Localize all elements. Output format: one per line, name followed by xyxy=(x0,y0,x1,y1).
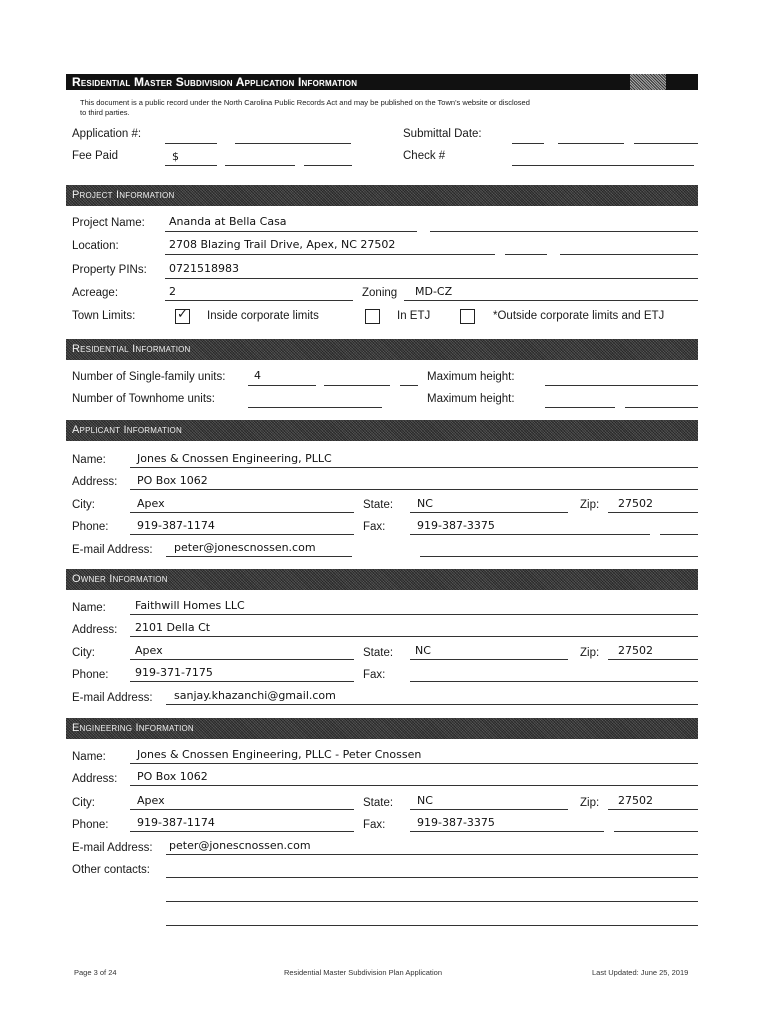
disclaimer: This document is a public record under the North Carolina Public Records Act and may be published on the Town's website or disclosed xyxy=(80,98,530,107)
etj-label: In ETJ xyxy=(397,310,431,322)
engineer-header: Engineering Information xyxy=(66,718,698,739)
footer-updated: Last Updated: June 25, 2019 xyxy=(592,968,689,977)
project-header: Project Information xyxy=(66,185,698,206)
location-label: Location: xyxy=(72,240,119,252)
owner-name-field[interactable] xyxy=(130,614,698,615)
engineer-email-label: E-mail Address: xyxy=(72,842,153,854)
engineer-city-field[interactable] xyxy=(130,809,354,810)
project-name-label: Project Name: xyxy=(72,217,145,229)
owner-fax-label: Fax: xyxy=(363,669,386,681)
engineer-state-label: State: xyxy=(363,797,394,809)
other-contacts-field-2[interactable] xyxy=(166,901,698,902)
engineer-name-label: Name: xyxy=(72,751,106,763)
title-bar xyxy=(66,74,698,90)
fee-value: $ xyxy=(172,150,179,163)
application-field[interactable] xyxy=(165,143,217,144)
applicant-name-label: Name: xyxy=(72,454,106,466)
town-limits-label: Town Limits: xyxy=(72,310,136,322)
engineer-name-value: Jones & Cnossen Engineering, PLLC - Peter Cnossen xyxy=(137,748,422,761)
engineer-city-label: City: xyxy=(72,797,95,809)
applicant-header: Applicant Information xyxy=(66,420,698,441)
engineer-state-value: NC xyxy=(417,794,433,807)
owner-state-value: NC xyxy=(415,644,431,657)
owner-state-field[interactable] xyxy=(410,659,568,660)
applicant-email-label: E-mail Address: xyxy=(72,544,153,556)
applicant-fax-value: 919-387-3375 xyxy=(417,519,495,532)
applicant-address-field[interactable] xyxy=(130,489,698,490)
fee-field[interactable] xyxy=(165,165,217,166)
page-title: Residential Master Subdivision Application Information xyxy=(72,75,358,89)
owner-address-field[interactable] xyxy=(130,636,698,637)
single-family-value: 4 xyxy=(254,369,261,382)
owner-phone-value: 919-371-7175 xyxy=(135,666,213,679)
other-contacts-label: Other contacts: xyxy=(72,864,150,876)
max-height-field-1[interactable] xyxy=(545,385,698,386)
engineer-phone-label: Phone: xyxy=(72,819,109,831)
owner-header: Owner Information xyxy=(66,569,698,590)
applicant-zip-label: Zip: xyxy=(580,499,600,511)
applicant-address-label: Address: xyxy=(72,476,118,488)
inside-limits-checkbox[interactable] xyxy=(175,309,190,324)
owner-name-label: Name: xyxy=(72,602,106,614)
applicant-state-field[interactable] xyxy=(410,512,568,513)
owner-city-label: City: xyxy=(72,647,95,659)
applicant-city-label: City: xyxy=(72,499,95,511)
footer-page: Page 3 of 24 xyxy=(74,968,117,977)
other-contacts-field-3[interactable] xyxy=(166,925,698,926)
engineer-zip-value: 27502 xyxy=(618,794,653,807)
owner-address-value: 2101 Della Ct xyxy=(135,621,211,634)
owner-zip-value: 27502 xyxy=(618,644,653,657)
single-family-field[interactable] xyxy=(248,385,316,386)
engineer-fax-field[interactable] xyxy=(410,831,604,832)
fee-label: Fee Paid xyxy=(72,150,119,162)
single-family-label: Number of Single-family units: xyxy=(72,371,226,383)
owner-city-value: Apex xyxy=(135,644,163,657)
acreage-label: Acreage: xyxy=(72,287,119,299)
engineer-fax-label: Fax: xyxy=(363,819,386,831)
submittal-field[interactable] xyxy=(512,143,544,144)
owner-email-value: sanjay.khazanchi@gmail.com xyxy=(174,689,336,702)
engineer-fax-value: 919-387-3375 xyxy=(417,816,495,829)
applicant-fax-field[interactable] xyxy=(410,534,650,535)
applicant-phone-field[interactable] xyxy=(130,534,354,535)
owner-fax-field[interactable] xyxy=(410,681,698,682)
max-height-label-1: Maximum height: xyxy=(427,371,515,383)
applicant-phone-value: 919-387-1174 xyxy=(137,519,215,532)
application-label: Application #: xyxy=(72,128,142,140)
location-field[interactable] xyxy=(165,254,495,255)
footer-doc: Residential Master Subdivision Plan Application xyxy=(284,968,443,977)
pins-field[interactable] xyxy=(165,278,698,279)
owner-zip-field[interactable] xyxy=(608,659,698,660)
owner-zip-label: Zip: xyxy=(580,647,600,659)
engineer-email-value: peter@jonescnossen.com xyxy=(169,839,311,852)
owner-name-value: Faithwill Homes LLC xyxy=(135,599,245,612)
disclaimer-cont: to third parties. xyxy=(80,108,130,117)
applicant-city-field[interactable] xyxy=(130,512,354,513)
owner-state-label: State: xyxy=(363,647,394,659)
engineer-email-field[interactable] xyxy=(166,854,698,855)
owner-email-field[interactable] xyxy=(166,704,698,705)
owner-phone-field[interactable] xyxy=(130,681,354,682)
applicant-name-field[interactable] xyxy=(130,467,698,468)
owner-city-field[interactable] xyxy=(130,659,354,660)
engineer-address-label: Address: xyxy=(72,773,118,785)
engineer-address-value: PO Box 1062 xyxy=(137,770,208,783)
zoning-label: Zoning xyxy=(362,287,398,299)
engineer-state-field[interactable] xyxy=(410,809,568,810)
project-name-value: Ananda at Bella Casa xyxy=(169,215,287,228)
inside-limits-label: Inside corporate limits xyxy=(207,310,319,322)
owner-email-label: E-mail Address: xyxy=(72,692,153,704)
acreage-value: 2 xyxy=(169,285,176,298)
location-value: 2708 Blazing Trail Drive, Apex, NC 27502 xyxy=(169,238,396,251)
check-mark-icon: ✓ xyxy=(177,307,188,322)
engineer-zip-label: Zip: xyxy=(580,797,600,809)
engineer-address-field[interactable] xyxy=(130,785,698,786)
outside-limits-label: *Outside corporate limits and ETJ xyxy=(493,310,665,322)
owner-phone-label: Phone: xyxy=(72,669,109,681)
outside-limits-checkbox[interactable] xyxy=(460,309,475,324)
acreage-field[interactable] xyxy=(165,300,353,301)
residential-header: Residential Information xyxy=(66,339,698,360)
applicant-phone-label: Phone: xyxy=(72,521,109,533)
zoning-value: MD-CZ xyxy=(415,285,453,298)
applicant-email-field[interactable] xyxy=(166,556,352,557)
applicant-state-value: NC xyxy=(417,497,433,510)
townhome-field[interactable] xyxy=(248,407,382,408)
etj-checkbox[interactable] xyxy=(365,309,380,324)
max-height-label-2: Maximum height: xyxy=(427,393,515,405)
townhome-label: Number of Townhome units: xyxy=(72,393,215,405)
zoning-field[interactable] xyxy=(404,300,698,301)
owner-address-label: Address: xyxy=(72,624,118,636)
applicant-zip-value: 27502 xyxy=(618,497,653,510)
engineer-phone-value: 919-387-1174 xyxy=(137,816,215,829)
project-name-field[interactable] xyxy=(165,231,417,232)
applicant-city-value: Apex xyxy=(137,497,165,510)
applicant-name-value: Jones & Cnossen Engineering, PLLC xyxy=(137,452,332,465)
pins-label: Property PINs: xyxy=(72,264,147,276)
pins-value: 0721518983 xyxy=(169,262,239,275)
max-height-field-2[interactable] xyxy=(545,407,615,408)
engineer-name-field[interactable] xyxy=(130,763,698,764)
engineer-city-value: Apex xyxy=(137,794,165,807)
title-pattern xyxy=(630,74,666,90)
submittal-label: Submittal Date: xyxy=(403,128,482,140)
check-label: Check # xyxy=(403,150,446,162)
applicant-address-value: PO Box 1062 xyxy=(137,474,208,487)
applicant-zip-field[interactable] xyxy=(608,512,698,513)
check-field[interactable] xyxy=(512,165,694,166)
engineer-zip-field[interactable] xyxy=(608,809,698,810)
applicant-email-value: peter@jonescnossen.com xyxy=(174,541,316,554)
engineer-phone-field[interactable] xyxy=(130,831,354,832)
applicant-state-label: State: xyxy=(363,499,394,511)
other-contacts-field-1[interactable] xyxy=(166,877,698,878)
applicant-fax-label: Fax: xyxy=(363,521,386,533)
